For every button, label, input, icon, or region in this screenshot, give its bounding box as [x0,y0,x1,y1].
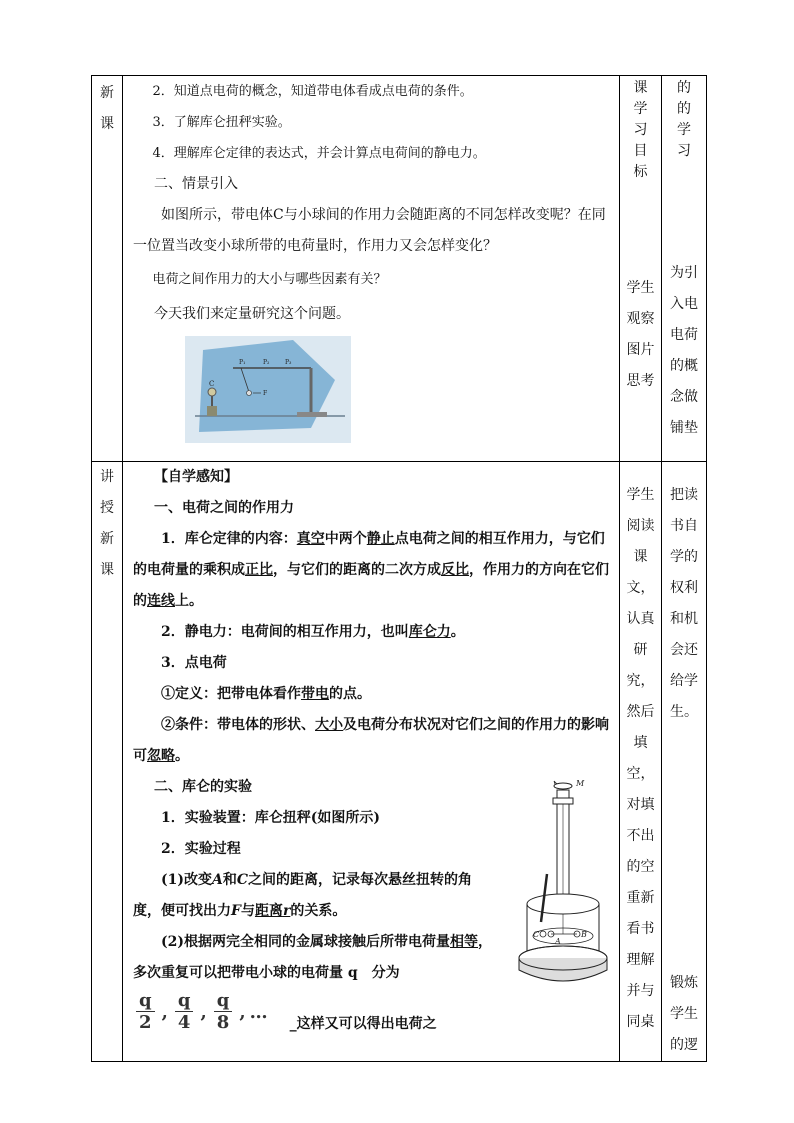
label-p1: P₁ [239,359,246,366]
content-cell [123,462,620,1062]
content-cell [123,76,620,462]
label-b: B [581,930,587,939]
charged-ball-figure [185,336,351,443]
condition-text: ②条件：带电体的形状、大小及电荷分布状况对它们之间的作用力的影响可忽略。 [133,717,609,764]
continuation-text: _这样又可以得出电荷之 [289,1016,437,1032]
today-text: 今天我们来定量研究这个问题。 [154,306,350,322]
activity-cell: 课 学 习 目 标 学生 观察 图片 思考 [620,76,662,462]
ellipsis: … [249,1002,268,1023]
scenario-text: 如图所示，带电体C与小球间的作用力会随距离的不同怎样改变呢？在同一位置当改变小球所带的电荷量时，作用力又会怎样变化？ [133,207,606,254]
question-text: 电荷之间作用力的大小与哪些因素有关？ [152,272,387,287]
label-p2: P₂ [263,359,270,366]
static-force-text: 2．静电力：电荷间的相互作用力，也叫库仑力。 [161,624,465,640]
point-charge-heading: 3．点电荷 [161,655,227,671]
stage-cell [92,462,123,1062]
goal-3: 3．了解库仑扭秤实验。 [152,115,291,130]
label-a: A [555,937,561,946]
section-force: 一、电荷之间的作用力 [154,500,294,516]
step-2-text: (2)根据两完全相同的金属球接触后所带电荷量相等，多次重复可以把带电小球的电荷量 q 分为 [133,934,492,981]
stage-label: 讲 授 新 课 [100,469,114,578]
charge-fractions: $\frac{q}{2}$ , $\frac{q}{4}$ , $\frac{q}{8}$ , … [133,991,268,1034]
intent-cell: 的 的 学 习 为引 入电 电荷 的概 念做 铺垫 [662,76,707,462]
stage-cell [92,76,123,462]
lesson-plan-table [91,75,707,1062]
activity-cell: 学生 阅读 课 文， 认真 研 究， 然后 填 空， 对填 不出 的空 重新 看书 理解 并与 同桌 [620,462,662,1062]
coulomb-law-text: 1．库仑定律的内容：真空中两个静止点电荷之间的相互作用力，与它们的电荷量的乘积成正比，与它们的距离的二次方成反比，作用力的方向在它们的连线上。 [133,531,609,609]
torsion-balance-figure [513,774,613,992]
stage-label: 新 课 [100,85,114,132]
section-experiment: 二、库仑的实验 [154,779,252,795]
label-m: M [576,779,585,788]
step-1-text: (1)改变A和C之间的距离，记录每次悬丝扭转的角度，便可找出力F与距离r的关系。 [133,872,473,919]
label-c2: C [533,930,540,939]
label-c: C [209,380,215,388]
intent-cell: 把读 书自 学的 权利 和机 会还 给学 生。 锻炼 学生 的逻 [662,462,707,1062]
goal-4: 4．理解库仑定律的表达式，并会计算点电荷间的静电力。 [152,146,486,161]
label-p3: P₃ [285,359,292,366]
definition-text: ①定义：把带电体看作带电的点。 [161,686,371,702]
label-f: F [263,390,268,397]
apparatus-text: 1．实验装置：库仑扭秤(如图所示) [161,810,380,826]
table-row-intro [92,76,707,462]
section-scenario: 二、情景引入 [154,176,238,192]
process-heading: 2．实验过程 [161,841,241,857]
fraction-row [133,991,611,1034]
self-study-heading: 【自学感知】 [154,469,238,485]
goal-2: 2．知道点电荷的概念，知道带电体看成点电荷的条件。 [152,84,473,99]
table-row-teaching [92,462,707,1062]
